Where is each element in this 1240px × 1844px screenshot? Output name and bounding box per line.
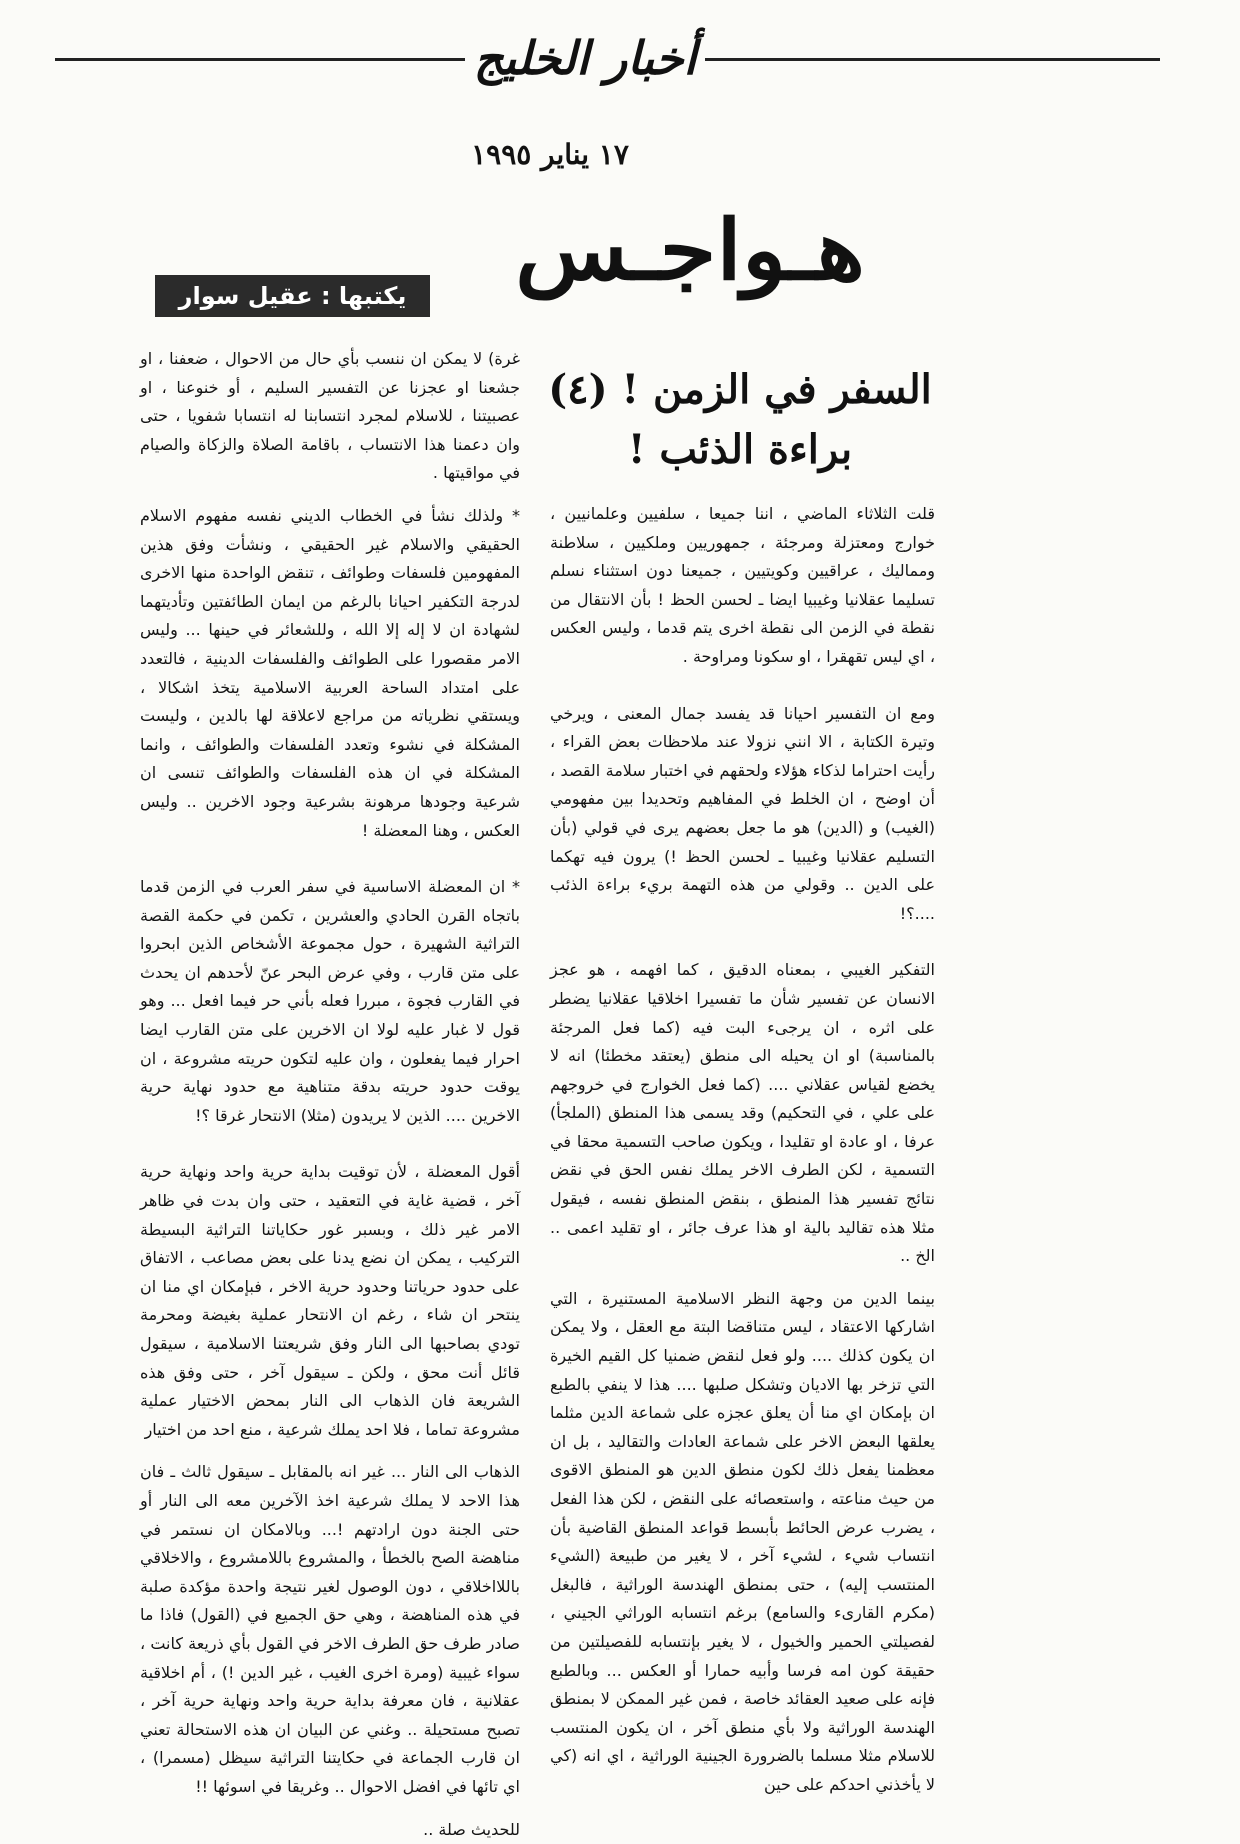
headline-line-1: السفر في الزمن ! (٤) (545, 360, 935, 420)
paragraph: غرة) لا يمكن ان ننسب بأي حال من الاحوال ، ضعفنا ، او جشعنا او عجزنا عن التفسير السليم ، أو خنوعنا ، او عصبيتنا ، للاسلام لمجرد انتسابنا له انتسابا شفويا ، حتى وان دعمنا هذا الانتساب ، باقامة الصلاة والزكاة والصيام في مواقيتها . (140, 345, 520, 488)
masthead-rule-right (705, 58, 1160, 61)
newspaper-masthead: أخبار الخليج (470, 18, 700, 98)
masthead-rule-left (55, 58, 465, 61)
publication-date: ١٧ يناير ١٩٩٥ (450, 138, 650, 178)
to-be-continued-note: للحديث صلة .. (140, 1816, 520, 1844)
paragraph: التفكير الغيبي ، بمعناه الدقيق ، كما افهمه ، هو عجز الانسان عن تفسير شأن ما تفسيرا اخلاقيا عقلانيا يضطر على اثره ، ان يرجىء البت فيه (كما فعل المرجئة بالمناسبة) او ان يحيله الى منطق (يعتقد مخطئا) انه لا يخضع لقياس عقلاني .... (كما فعل الخوارج في خروجهم على علي ، في التحكيم) وقد يسمى هذا المنطق (الملجأ) عرفا ، او عادة او تقليدا ، ويكون صاحب التسمية محقا في التسمية ، لكن الطرف الاخر يملك نفس الحق في نقض نتائج تفسير هذا المنطق ، بنقض المنطق نفسه ، فيقول مثلا هذه تقاليد بالية او هذا عرف جائر ، او تقليد اعمى .. الخ .. (550, 956, 935, 1271)
headline-line-2: براءة الذئب ! (545, 420, 935, 480)
paragraph: قلت الثلاثاء الماضي ، اننا جميعا ، سلفيين وعلمانيين ، خوارج ومعتزلة ومرجئة ، جمهوريين وملكيين ، سلاطنة ومماليك ، عراقيين وكويتيين ، جميعنا دون استثناء نسلم تسليما عقلانيا وغيبيا ايضا ـ لحسن الحظ ! بأن الانتقال من نقطة في الزمن الى نقطة اخرى يتم قدما ، وليس العكس ، اي ليس تقهقرا ، او سكونا ومراوحة . (550, 500, 935, 672)
paragraph: الذهاب الى النار ... غير انه بالمقابل ـ سيقول ثالث ـ فان هذا الاحد لا يملك شرعية اخذ الآخرين معه الى النار أو حتى الجنة دون ارادتهم !... وبالامكان ان نستمر في مناهضة الصح بالخطأ ، والمشروع باللامشروع ، والاخلاقي باللااخلاقي ، دون الوصول لغير نتيجة واحدة مؤكدة صلبة في هذه المناهضة ، وهي حق الجميع في (القول) فاذا ما صادر طرف حق الطرف الاخر في القول بأي ذريعة كانت ، سواء غيبية (ومرة اخرى الغيب ، غير الدين !) ، أم اخلاقية عقلانية ، فان معرفة بداية حرية واحد ونهاية حرية آخر ، تصبح مستحيلة .. وغني عن البيان ان هذه الاستحالة تعني ان قارب الجماعة في حكايتنا التراثية سيظل (مسمرا) ، اي تائها في افضل الاحوال .. وغريقا في اسوئها !! (140, 1458, 520, 1801)
paragraph: أقول المعضلة ، لأن توقيت بداية حرية واحد ونهاية حرية آخر ، قضية غاية في التعقيد ، حتى وان بدت في ظاهر الامر غير ذلك ، وبسبر غور حكاياتنا التراثية البسيطة التركيب ، يمكن ان نضع يدنا على بعض مصاعب ، الاتفاق على حدود حرياتنا وحدود حرية الاخر ، فبإمكان اي منا ان ينتحر ان شاء ، رغم ان الانتحار عملية بغيضة ومحرمة تودي بصاحبها الى النار وفق شريعتنا الاسلامية ، سيقول قائل أنت محق ، ولكن ـ سيقول آخر ، حتى وفق هذه الشريعة فان الذهاب الى النار بمحض الاختيار عملية مشروعة تماما ، فلا احد يملك شرعية ، منع احد من اختيار (140, 1158, 520, 1444)
paragraph: * ان المعضلة الاساسية في سفر العرب في الزمن قدما باتجاه القرن الحادي والعشرين ، تكمن في حكمة القصة التراثية الشهيرة ، حول مجموعة الأشخاص الذين ابحروا على متن قارب ، وفي عرض البحر عنّ لأحدهم ان يحدث في القارب فجوة ، مبررا فعله بأني حر فيما افعل ... وهو قول لا غبار عليه لولا ان الاخرين على متن القارب ايضا احرار فيما يفعلون ، وان عليه لتكون حريته مشروعة ، ان يوقت حدود حريته بدقة متناهية مع حدود نهاية حرية الاخرين .... الذين لا يريدون (مثلا) الانتحار غرقا ؟! (140, 873, 520, 1130)
article-column-left (140, 345, 520, 1844)
article-column-right (550, 500, 935, 1814)
paragraph: ومع ان التفسير احيانا قد يفسد جمال المعنى ، ويرخي وتيرة الكتابة ، الا انني نزولا عند ملاحظات بعض القراء ، رأيت احتراما لذكاء هؤلاء ولحقهم في اختبار سلامة القصد ، أن اوضح ، ان الخلط في المفاهيم وتحديدا بين مفهومي (الغيب) و (الدين) هو ما جعل بعضهم يرى في قولي (بأن التسليم عقلانيا وغيبيا ـ لحسن الحظ !) يرون فيه تهكما على الدين .. وقولي من هذه التهمة بريء براءة الذئب ....؟! (550, 700, 935, 929)
paragraph: * ولذلك نشأ في الخطاب الديني نفسه مفهوم الاسلام الحقيقي والاسلام غير الحقيقي ، ونشأت وفق هذين المفهومين فلسفات وطوائف ، تنقض الواحدة منها الاخرى لدرجة التكفير احيانا بالرغم من ايمان الطائفتين وتأديتهما لشهادة ان لا إله إلا الله ، وللشعائر في حينها ... وليس الامر مقصورا على الطوائف والفلسفات الدينية ، فالتعدد على امتداد الساحة العربية الاسلامية يتخذ اشكالا ، ويستقي نظرياته من مراجع لاعلاقة لها بالدين ، وليست المشكلة في نشوء وتعدد الفلسفات والطوائف ، وانما المشكلة في ان هذه الفلسفات والطوائف تنسى ان شرعية وجودها مرهونة بشرعية وجود الاخرين .. وليس العكس ، وهنا المعضلة ! (140, 502, 520, 845)
article-headline (545, 360, 935, 480)
byline-badge: يكتبها : عقيل سوار (155, 275, 430, 317)
column-title: هـواجـس (440, 201, 940, 300)
paragraph: بينما الدين من وجهة النظر الاسلامية المستنيرة ، التي اشاركها الاعتقاد ، ليس متناقضا البتة مع العقل ، ولا يمكن ان يكون كذلك .... ولو فعل لنقض ضمنيا كل القيم الخيرة التي تزخر بها الاديان وتشكل صلبها .... هذا لا ينفي بالطبع ان بإمكان اي منا أن يعلق عجزه على شماعة الدين مثلما يعلقها البعض الاخر على شماعة العادات والتقاليد ، بل ان معظمنا يفعل ذلك لكون منطق الدين هو المنطق الاقوى من حيث مناعته ، واستعصائه على النقض ، لكن هذا الفعل ، يضرب عرض الحائط بأبسط قواعد المنطق القاضية بأن انتساب شيء ، لشيء آخر ، لا يغير من طبيعة (الشيء المنتسب إليه) ، حتى بمنطق الهندسة الوراثية ، فالبغل (مكرم القارىء والسامع) برغم انتسابه الوراثي الجيني ، لفصيلتي الحمير والخيول ، لا يغير بإنتسابه للفصيلتين من حقيقة كون امه فرسا وأبيه حمارا أو العكس ... وبالطبع فإنه على صعيد العقائد خاصة ، فمن غير الممكن لا بمنطق الهندسة الوراثية ولا بأي منطق آخر ، ان يكون المنتسب للاسلام مثلا مسلما بالضرورة الجينية الوراثية ، اي انه (كي لا يأخذني احدكم على حين (550, 1285, 935, 1800)
